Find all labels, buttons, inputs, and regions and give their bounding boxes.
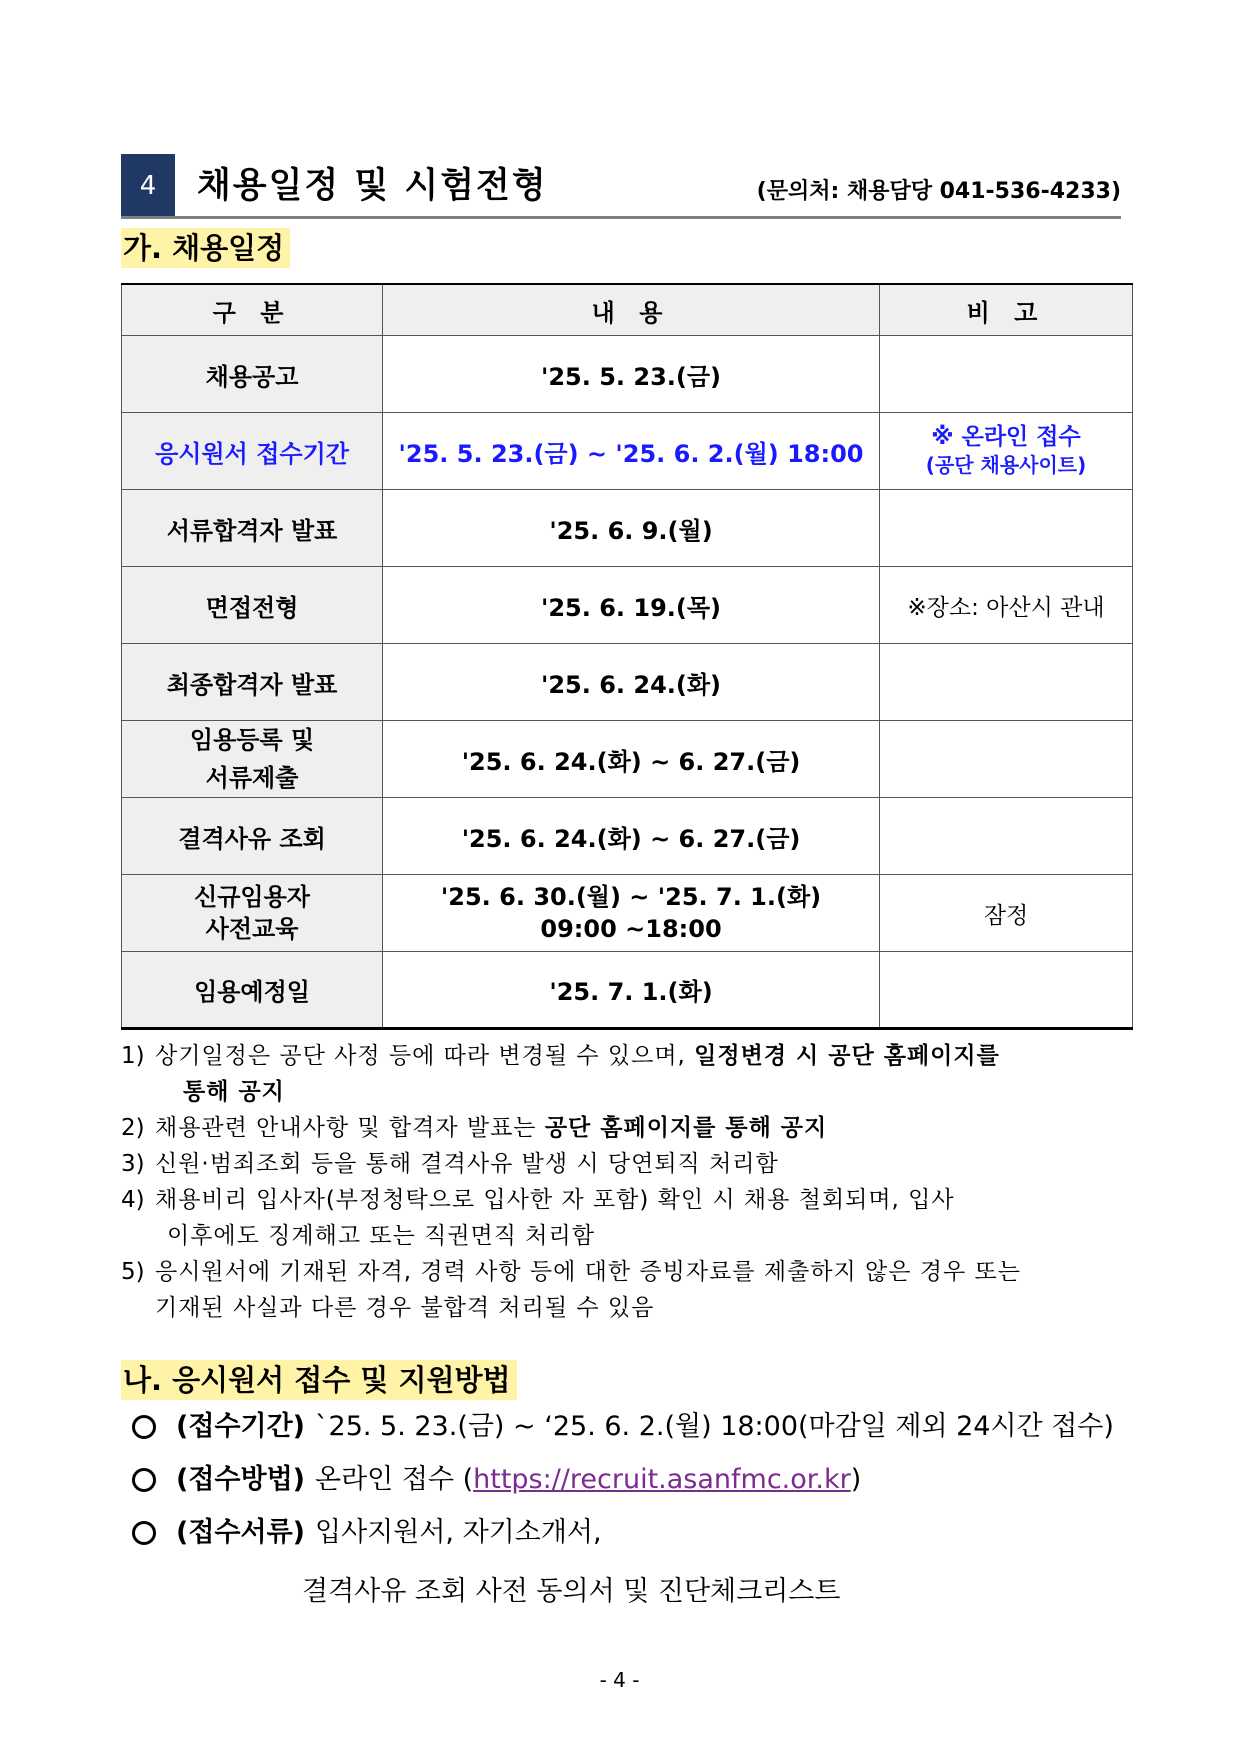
method-close: ) [850,1464,862,1495]
row-content: '25. 5. 23.(금) ~ '25. 6. 2.(월) 18:00 [383,413,880,490]
row-content: '25. 5. 23.(금) [383,336,880,413]
note-text: 상기일정은 공단 사정 등에 따라 변경될 수 있으며, [155,1043,686,1069]
circle-bullet-icon [132,1521,156,1545]
table-row [122,413,1133,490]
row-category: 응시원서 접수기간 [122,413,383,490]
note-number: 2) [121,1115,145,1141]
note-item [121,1038,1131,1110]
note-text: 응시원서에 기재된 자격, 경력 사항 등에 대한 증빙자료를 제출하지 않은 경우 또는 [155,1259,1021,1285]
row-note [879,490,1132,567]
schedule-table [121,283,1133,1030]
method-label: (접수방법) [176,1464,306,1495]
row-category: 채용공고 [122,336,383,413]
table-row [122,721,1133,798]
docs-label: (접수서류) [176,1517,306,1548]
period-label: (접수기간) [176,1411,306,1442]
row-content: '25. 7. 1.(화) [383,952,880,1029]
note-text: 채용비리 입사자(부정청탁으로 입사한 자 포함) 확인 시 채용 철회되며, 입사 [155,1187,955,1213]
category-line: 사전교육 [205,915,299,943]
period-value: `25. 5. 23.(금) ~ ‘25. 6. 2.(월) 18:00(마감일 제외 24시간 접수) [315,1411,1114,1442]
section-title: 채용일정 및 시험전형 [197,166,548,206]
application-heading: 나. 응시원서 접수 및 지원방법 [121,1360,517,1400]
note-item [121,1146,1131,1182]
recruit-link[interactable]: https://recruit.asanfmc.or.kr [473,1464,851,1495]
note-line: (공단 채용사이트) [925,453,1087,477]
note-number: 4) [121,1187,145,1213]
contact-info: (문의처: 채용담당 041-536-4233) [756,179,1121,204]
note-number: 3) [121,1151,145,1177]
note-text: 기재된 사실과 다른 경우 불합격 처리될 수 있음 [155,1295,655,1321]
note-item [121,1110,1131,1146]
circle-bullet-icon [132,1468,156,1492]
note-text: 채용관련 안내사항 및 합격자 발표는 [155,1115,537,1141]
row-category [122,721,383,798]
row-note: 잠정 [879,875,1132,952]
docs-item [132,1506,1114,1559]
row-note [879,336,1132,413]
note-item [121,1182,1131,1254]
note-number: 1) [121,1043,145,1069]
content-line: '25. 6. 30.(월) ~ '25. 7. 1.(화) [440,883,822,911]
note-bold: 통해 공지 [183,1079,285,1105]
content-line: 09:00 ~18:00 [540,915,722,943]
section-header [121,154,1121,216]
row-note [879,952,1132,1029]
schedule-heading: 가. 채용일정 [121,228,290,268]
table-row [122,567,1133,644]
row-category [122,875,383,952]
row-note [879,644,1132,721]
row-category: 임용예정일 [122,952,383,1029]
docs-value: 입사지원서, 자기소개서, [315,1517,602,1548]
row-note [879,721,1132,798]
docs-value-continued: 결격사유 조회 사전 동의서 및 진단체크리스트 [302,1576,841,1607]
method-item [132,1453,1114,1506]
row-content: '25. 6. 9.(월) [383,490,880,567]
section-divider [121,216,1121,219]
page-number: - 4 - [599,1668,640,1692]
row-note [879,798,1132,875]
method-value: 온라인 접수 ( [315,1464,474,1495]
row-note [879,413,1132,490]
table-row [122,336,1133,413]
row-content: '25. 6. 24.(화) ~ 6. 27.(금) [383,721,880,798]
row-category: 서류합격자 발표 [122,490,383,567]
period-item [132,1400,1114,1453]
row-note: ※장소: 아산시 관내 [879,567,1132,644]
row-category: 결격사유 조회 [122,798,383,875]
row-content: '25. 6. 19.(목) [383,567,880,644]
row-content: '25. 6. 24.(화) [383,644,880,721]
row-content [383,875,880,952]
note-number: 5) [121,1259,145,1285]
note-item [121,1254,1131,1326]
table-row [122,952,1133,1029]
category-line: 신규임용자 [194,883,310,911]
category-line: 서류제출 [205,764,299,792]
table-row [122,798,1133,875]
note-line: ※ 온라인 접수 [931,424,1081,450]
table-row [122,644,1133,721]
note-bold: 일정변경 시 공단 홈페이지를 [694,1043,1000,1069]
column-header: 비 고 [879,284,1132,336]
column-header: 내 용 [383,284,880,336]
note-text: 이후에도 징계해고 또는 직권면직 처리함 [167,1223,595,1249]
row-category: 최종합격자 발표 [122,644,383,721]
section-number: 4 [121,154,175,218]
category-line: 임용등록 및 [189,726,315,754]
circle-bullet-icon [132,1415,156,1439]
row-content: '25. 6. 24.(화) ~ 6. 27.(금) [383,798,880,875]
table-row [122,490,1133,567]
table-row [122,875,1133,952]
row-category: 면접전형 [122,567,383,644]
note-bold: 공단 홈페이지를 통해 공지 [544,1115,828,1141]
note-text: 신원·범죄조회 등을 통해 결격사유 발생 시 당연퇴직 처리함 [155,1151,779,1177]
notes-list [121,1038,1131,1326]
column-header: 구 분 [122,284,383,336]
application-items [132,1400,1114,1618]
